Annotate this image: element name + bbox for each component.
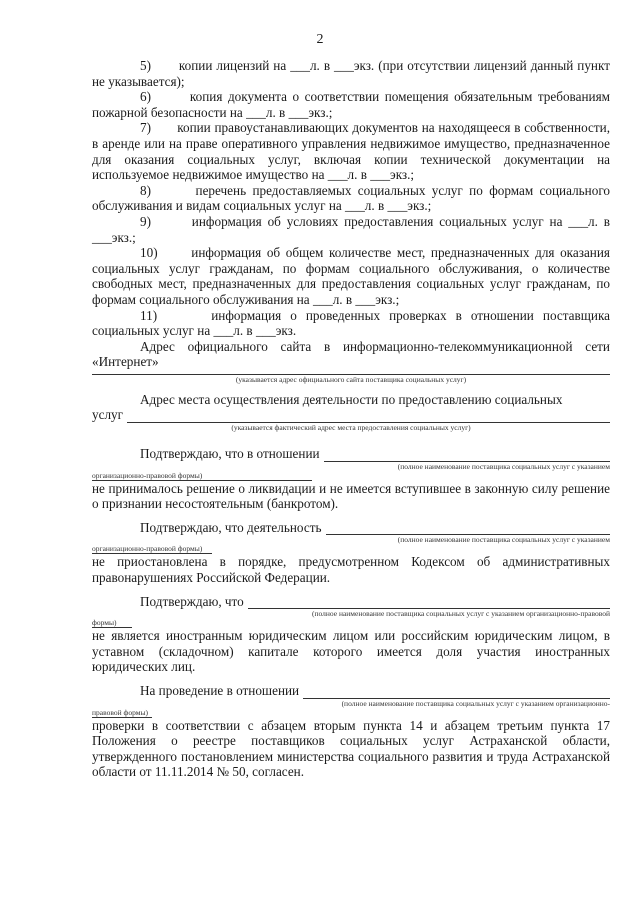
- list-item-7: 7) копии правоустанавливающих документов на находящееся в собственности, в аренде или на праве оперативного управления недвижимое имущество, предназначенное для оказания социальных услуг, включая копии технической документации на используемое недвижимое имущество на ___л. в ___экз.;: [92, 120, 610, 183]
- address-line: [92, 407, 610, 423]
- address-label-end: услуг: [92, 407, 124, 423]
- address-blank: [127, 410, 610, 423]
- address-label: Адрес места осуществления деятельности по предоставлению социальных: [140, 391, 563, 407]
- confirm3-blank: [248, 596, 610, 609]
- list-item-9: 9) информация об условиях предоставления социальных услуг на ___л. в ___экз.;: [92, 213, 610, 245]
- consent-hint-2: правовой формы): [92, 708, 152, 718]
- address-hint: (указывается фактический адрес места предоставления социальных услуг): [231, 423, 471, 433]
- confirm3-line: [92, 594, 610, 610]
- confirm3-label: Подтверждаю, что: [140, 593, 244, 609]
- consent-hint: (полное наименование поставщика социальных услуг с указанием организационно-: [341, 698, 610, 708]
- website-hint: (указывается адрес официального сайта поставщика социальных услуг): [235, 374, 467, 384]
- document-body: [92, 58, 610, 780]
- confirm1-hint-2: организационно-правовой формы): [92, 471, 312, 481]
- list-item-8: 8) перечень предоставляемых социальных услуг по формам социального обслуживания и видам социальных услуг на ___л. в ___экз.;: [92, 182, 610, 214]
- confirm2-line: [92, 520, 610, 536]
- confirm1-line: [92, 446, 610, 462]
- consent-text: проверки в соответствии с абзацем вторым пункта 14 и абзацем третьим пункта 17 Положения о реестре поставщиков социальных услуг Астраханской области, утвержденного постановлением министерства социального развития и труда Астраханской области от 11.11.2014 № 50, согласен.: [92, 717, 610, 780]
- list-item-5: 5) копии лицензий на ___л. в ___экз. (при отсутствии лицензий данный пункт не указывается);: [92, 58, 610, 89]
- confirm2-hint: (полное наименование поставщика социальных услуг с указанием: [397, 535, 610, 545]
- list-item-6: 6) копия документа о соответствии помещения обязательным требованиям пожарной безопасности на ___л. в ___экз.;: [92, 89, 610, 120]
- confirm2-blank: [326, 522, 611, 535]
- list-item-10: 10) информация об общем количестве мест, предназначенных для оказания социальных услуг гражданам, по формам социального обслуживания, о количестве свободных мест, предназначенных для предоставления социальных услуг гражданам, по формам социального обслуживания на ___л. в ___экз.;: [92, 245, 610, 307]
- consent-blank: [303, 686, 610, 699]
- list-item-11: 11) информация о проведенных проверках в отношении поставщика социальных услуг на ___л. в ___экз.: [92, 307, 610, 339]
- confirm3-text: не является иностранным юридическим лицом или российским юридическим лицом, в уставном (складочном) капитале которого имеется доля участия иностранных юридических лиц.: [92, 628, 610, 675]
- page-number: 2: [316, 32, 324, 47]
- confirm3-hint: (полное наименование поставщика социальных услуг с указанием организационно-правовой: [311, 609, 610, 619]
- confirm2-text: не приостановлена в порядке, предусмотренном Кодексом об административных правонарушениях Российской Федерации.: [92, 554, 610, 586]
- confirm2-hint-2: организационно-правовой формы): [92, 544, 212, 554]
- confirm1-text: не принималось решение о ликвидации и не имеется вступившее в законную силу решение о признании несостоятельным (банкротом).: [92, 480, 610, 512]
- website-label: Адрес официального сайта в информационно-телекоммуникационной сети «Интернет»: [92, 338, 610, 370]
- confirm1-label: Подтверждаю, что в отношении: [140, 446, 320, 462]
- consent-label: На проведение в отношении: [140, 683, 300, 698]
- confirm1-hint: (полное наименование поставщика социальных услуг с указанием: [397, 461, 610, 471]
- confirm2-label: Подтверждаю, что деятельность: [140, 519, 322, 535]
- confirm3-hint-2: формы): [92, 618, 132, 628]
- consent-line: [92, 683, 610, 699]
- confirm1-blank: [324, 449, 610, 462]
